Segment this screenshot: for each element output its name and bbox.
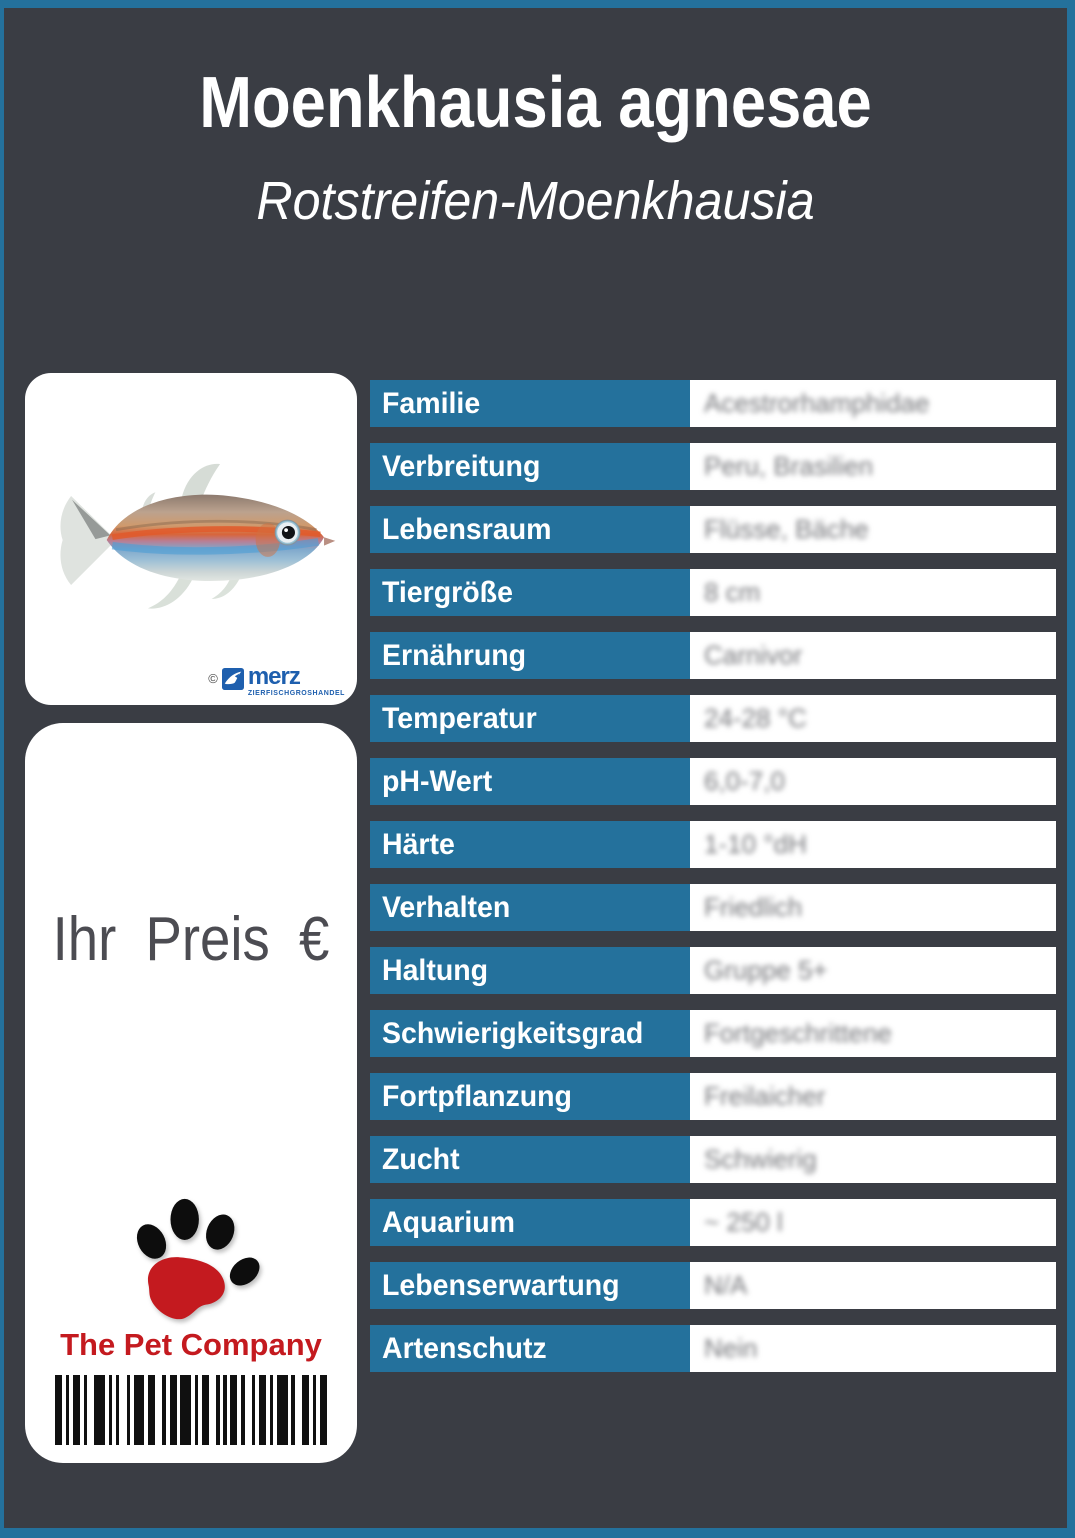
spec-value: Friedlich	[704, 892, 803, 922]
spec-value-cell	[690, 1073, 1056, 1120]
spec-label: Lebenserwartung	[370, 1262, 690, 1309]
spec-value: Nein	[704, 1333, 758, 1363]
spec-row-temperatur	[370, 695, 1056, 742]
spec-label: Verbreitung	[370, 443, 690, 490]
spec-label: Schwierigkeitsgrad	[370, 1010, 690, 1057]
barcode-bar	[55, 1375, 62, 1445]
spec-row-haltung	[370, 947, 1056, 994]
spec-value-cell	[690, 1199, 1056, 1246]
spec-table	[370, 380, 1056, 1388]
spec-label: pH-Wert	[370, 758, 690, 805]
spec-value-cell	[690, 1325, 1056, 1372]
barcode-bar	[302, 1375, 309, 1445]
spec-value: N/A	[704, 1270, 748, 1300]
barcode-bar	[202, 1375, 209, 1445]
spec-row-verbreitung	[370, 443, 1056, 490]
barcode-bar	[94, 1375, 105, 1445]
spec-label: Artenschutz	[370, 1325, 690, 1372]
spec-value: ~ 250 l	[704, 1207, 783, 1237]
spec-value: Acestrorhamphidae	[704, 388, 930, 418]
spec-row-lebenserwartung	[370, 1262, 1056, 1309]
barcode-bar	[73, 1375, 80, 1445]
spec-value-cell	[690, 695, 1056, 742]
barcode	[55, 1375, 327, 1445]
spec-label: Tiergröße	[370, 569, 690, 616]
spec-value: Flüsse, Bäche	[704, 514, 869, 544]
spec-row-ernaehrung	[370, 632, 1056, 679]
spec-value: 24-28 °C	[704, 703, 807, 733]
spec-label: Lebensraum	[370, 506, 690, 553]
species-common-name: Rotstreifen-Moenkhausia	[256, 171, 815, 231]
spec-row-lebensraum	[370, 506, 1056, 553]
credit-name: merz	[247, 663, 300, 690]
spec-label: Temperatur	[370, 695, 690, 742]
spec-value-cell	[690, 758, 1056, 805]
spec-value: Fortgeschrittene	[704, 1018, 892, 1048]
barcode-bar	[170, 1375, 177, 1445]
spec-value: 1-10 °dH	[704, 829, 807, 859]
spec-value-cell	[690, 884, 1056, 931]
spec-label: Härte	[370, 821, 690, 868]
barcode-space	[245, 1375, 252, 1445]
spec-value-cell	[690, 443, 1056, 490]
merz-logo-icon	[222, 668, 244, 690]
barcode-bar	[134, 1375, 145, 1445]
spec-value-cell	[690, 821, 1056, 868]
spec-value-cell	[690, 1010, 1056, 1057]
spec-row-aquarium	[370, 1199, 1056, 1246]
spec-row-schwierigkeitsgrad	[370, 1010, 1056, 1057]
fish-photo-card	[25, 373, 357, 705]
barcode-space	[87, 1375, 94, 1445]
spec-label: Haltung	[370, 947, 690, 994]
species-scientific-name: Moenkhausia agnesae	[199, 63, 872, 143]
barcode-space	[209, 1375, 216, 1445]
company-name: The Pet Company	[60, 1327, 322, 1362]
spec-value: Gruppe 5+	[704, 955, 828, 985]
spec-value-cell	[690, 569, 1056, 616]
spec-value-cell	[690, 1262, 1056, 1309]
spec-label: Ernährung	[370, 632, 690, 679]
spec-label: Familie	[370, 380, 690, 427]
spec-value-cell	[690, 1136, 1056, 1183]
credit-subtitle: ZIERFISCHGROSHANDEL	[247, 690, 345, 697]
paw-icon	[104, 1191, 279, 1341]
spec-row-artenschutz	[370, 1325, 1056, 1372]
spec-label: Aquarium	[370, 1199, 690, 1246]
barcode-space	[119, 1375, 126, 1445]
spec-value: 6,0-7,0	[704, 766, 785, 796]
barcode-bar	[277, 1375, 288, 1445]
spec-value: Peru, Brasilien	[704, 451, 874, 481]
barcode-space	[155, 1375, 162, 1445]
fish-photo	[37, 451, 345, 629]
barcode-bar	[259, 1375, 266, 1445]
barcode-bar	[148, 1375, 155, 1445]
spec-row-ph-wert	[370, 758, 1056, 805]
spec-value: Carnivor	[704, 640, 803, 670]
spec-row-fortpflanzung	[370, 1073, 1056, 1120]
spec-value: 8 cm	[704, 577, 761, 607]
barcode-bar	[180, 1375, 191, 1445]
spec-row-haerte	[370, 821, 1056, 868]
fish-label-page	[4, 8, 1067, 1528]
spec-label: Verhalten	[370, 884, 690, 931]
price-label: Ihr Preis €	[52, 905, 330, 974]
merz-logo-text	[248, 665, 345, 697]
spec-value-cell	[690, 632, 1056, 679]
spec-value-cell	[690, 947, 1056, 994]
spec-label: Fortpflanzung	[370, 1073, 690, 1120]
barcode-space	[295, 1375, 302, 1445]
spec-value: Freilaicher	[704, 1081, 826, 1111]
price-card	[25, 723, 357, 1463]
spec-row-zucht	[370, 1136, 1056, 1183]
spec-row-familie	[370, 380, 1056, 427]
copyright-symbol: ©	[208, 671, 218, 686]
spec-value-cell	[690, 506, 1056, 553]
barcode-bar	[320, 1375, 327, 1445]
spec-label: Zucht	[370, 1136, 690, 1183]
spec-value-cell	[690, 380, 1056, 427]
photo-credit	[208, 665, 345, 697]
spec-value: Schwierig	[704, 1144, 817, 1174]
barcode-bar	[230, 1375, 237, 1445]
spec-row-tiergroesse	[370, 569, 1056, 616]
spec-row-verhalten	[370, 884, 1056, 931]
